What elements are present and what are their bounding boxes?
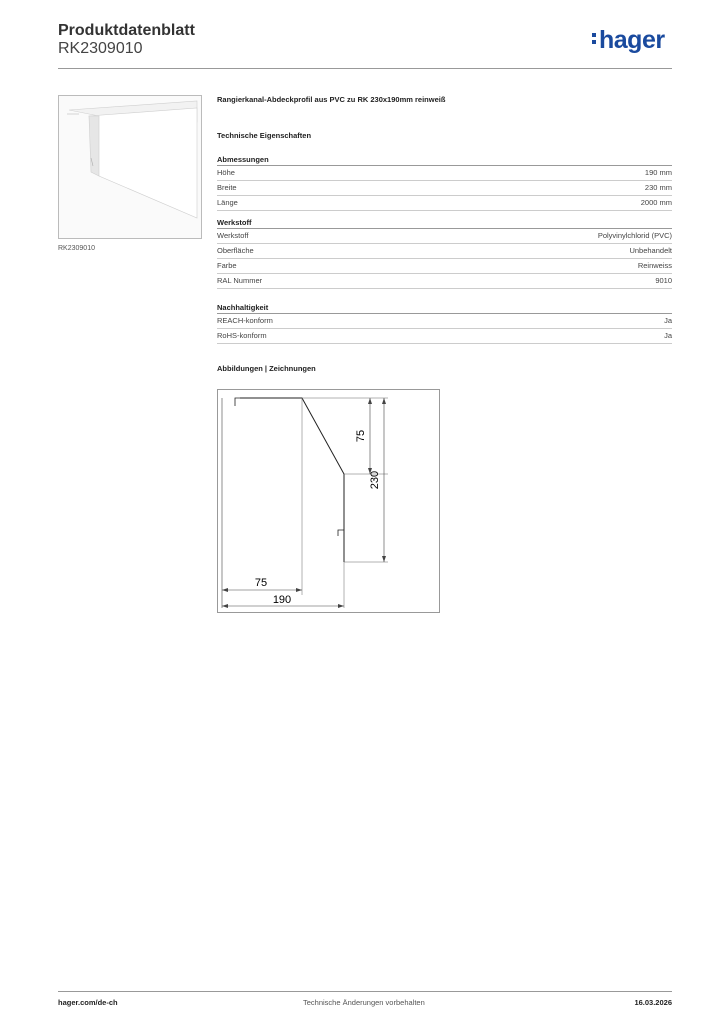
spec-value: 230 mm <box>644 183 672 192</box>
spec-row <box>217 314 672 329</box>
footer-date: 16.03.2026 <box>634 998 672 1007</box>
spec-label: Höhe <box>217 168 235 177</box>
section-title: Werkstoff <box>217 218 672 229</box>
image-caption: RK2309010 <box>58 245 95 252</box>
profile-drawing <box>218 390 439 612</box>
section-abmessungen <box>217 155 672 211</box>
dim-label-190: 190 <box>272 594 292 606</box>
footer-website-link[interactable]: hager.com/de-ch <box>58 998 118 1007</box>
spec-value: 9010 <box>655 276 672 285</box>
profile-hook-bottom <box>338 530 344 536</box>
technical-drawing <box>217 389 440 613</box>
spec-value: 2000 mm <box>640 198 672 207</box>
section-title: Abmessungen <box>217 155 672 166</box>
spec-label: Werkstoff <box>217 231 249 240</box>
spec-row <box>217 329 672 344</box>
spec-row <box>217 259 672 274</box>
spec-label: RAL Nummer <box>217 276 263 285</box>
profile-hook-top <box>235 398 240 406</box>
logo-text: hager <box>599 26 665 54</box>
product-code: RK2309010 <box>58 40 143 57</box>
header-divider <box>58 68 672 69</box>
spec-value: Reinweiss <box>637 261 672 270</box>
hager-logo[interactable] <box>592 26 665 55</box>
dim-label-230: 230 <box>369 470 381 490</box>
section-title: Nachhaltigkeit <box>217 303 672 314</box>
figures-heading: Abbildungen | Zeichnungen <box>217 364 316 373</box>
spec-label: Länge <box>217 198 238 207</box>
footer-notice: Technische Änderungen vorbehalten <box>303 998 425 1007</box>
spec-content <box>217 95 672 374</box>
spec-label: REACH-konform <box>217 316 273 325</box>
spec-value: Ja <box>664 316 672 325</box>
profile-outline <box>240 398 344 562</box>
spec-label: Breite <box>217 183 237 192</box>
spec-value: Ja <box>664 331 672 340</box>
spec-value: 190 mm <box>644 168 672 177</box>
dim-label-75-vertical: 75 <box>355 429 367 443</box>
spec-row <box>217 229 672 244</box>
product-profile-image <box>59 96 201 238</box>
footer-divider <box>58 991 672 992</box>
tech-properties-heading: Technische Eigenschaften <box>217 131 312 140</box>
spec-row <box>217 274 672 289</box>
page-title: Produktdatenblatt <box>58 22 195 39</box>
product-title: Rangierkanal-Abdeckprofil aus PVC zu RK 230x190mm reinweiß <box>217 95 446 104</box>
spec-row <box>217 181 672 196</box>
spec-row <box>217 244 672 259</box>
spec-value: Unbehandelt <box>629 246 672 255</box>
product-photo <box>58 95 202 239</box>
spec-row <box>217 166 672 181</box>
spec-row <box>217 196 672 211</box>
spec-label: Farbe <box>217 261 237 270</box>
spec-label: Oberfläche <box>217 246 254 255</box>
spec-label: RoHS-konform <box>217 331 267 340</box>
section-nachhaltigkeit <box>217 303 672 344</box>
spec-value: Polyvinylchlorid (PVC) <box>597 231 672 240</box>
section-werkstoff <box>217 218 672 289</box>
logo-dots-icon <box>592 33 597 47</box>
dim-label-75-horizontal: 75 <box>254 577 268 589</box>
